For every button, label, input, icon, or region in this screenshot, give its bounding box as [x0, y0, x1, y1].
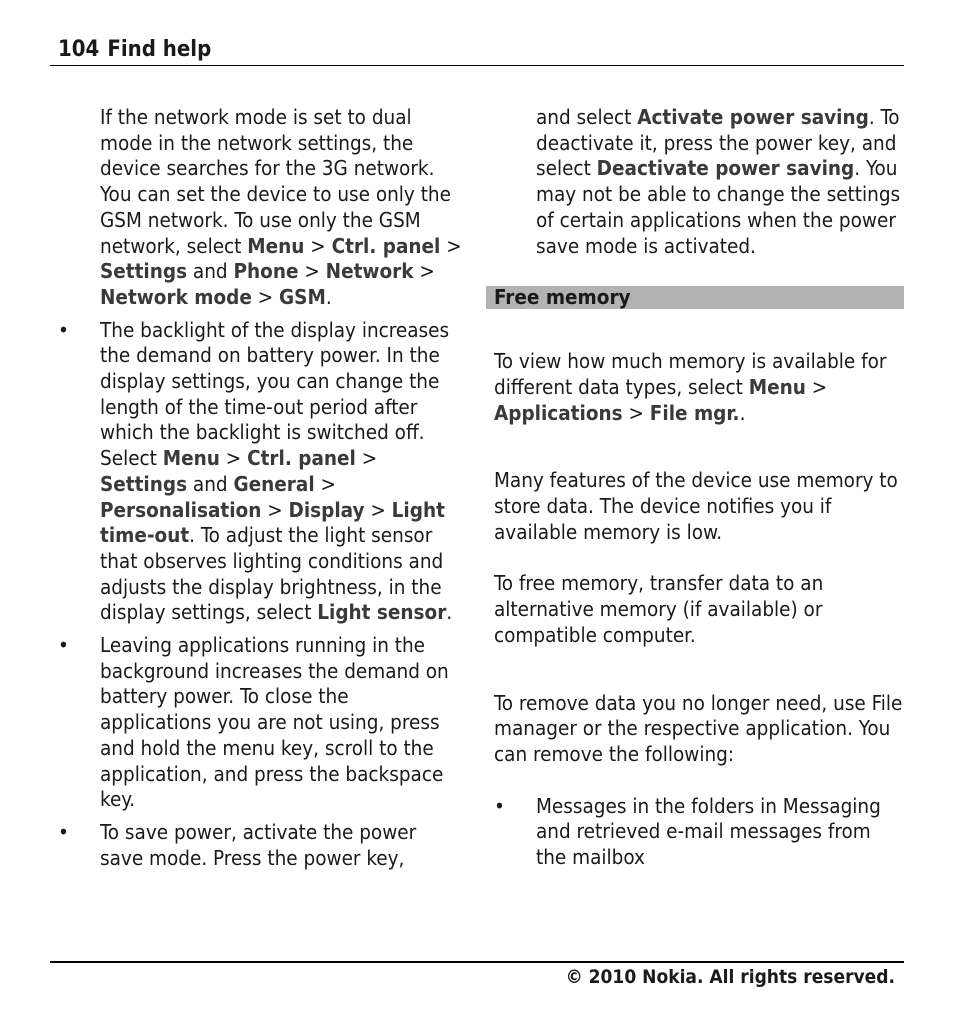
left-column	[50, 105, 465, 871]
backlight-bullet: • The backlight of the display increases the demand on battery power. In the display settings, you can change the length of the time-out period after which the backlight is switched off. Select Menu > Ctrl. panel > Settings and General > Personalisation > Display > Light time-out. To adjust the light sensor that observes lighting conditions and adjusts the display brightness, in the display settings, select Light sensor.	[50, 318, 465, 626]
network-mode-paragraph: If the network mode is set to dual mode in the network settings, the device searches for the 3G network. You can set the device to use only the GSM network. To use only the GSM network, select Menu > Ctrl. panel > Settings and Phone > Network > Network mode > GSM.	[100, 105, 462, 309]
free-memory-paragraph: To free memory, transfer data to an alternative memory (if available) or compatible computer.	[494, 571, 824, 647]
messages-bullet: • Messages in the folders in Messaging and retrieved e-mail messages from the mailbox	[486, 794, 904, 871]
right-column	[486, 105, 904, 871]
remove-data-paragraph: To remove data you no longer need, use File manager or the respective application. You can remove the following:	[494, 690, 903, 766]
memory-features-paragraph: Many features of the device use memory to store data. The device notifies you if available memory is low.	[494, 468, 898, 544]
page-header	[50, 36, 904, 66]
power-save-bullet: • To save power, activate the power save mode. Press the power key,	[50, 820, 465, 871]
view-memory-paragraph: To view how much memory is available for different data types, select Menu > Applications > File mgr..	[494, 349, 887, 425]
copyright-footer: © 2010 Nokia. All rights reserved.	[565, 966, 895, 988]
section-heading-free-memory: Free memory	[486, 286, 904, 309]
chapter-title: Find help	[107, 37, 212, 62]
applications-bullet: • Leaving applications running in the background increases the demand on battery power. To close the applications you are not using, press and hold the menu key, scroll to the application, and press the backspace key.	[50, 633, 465, 813]
power-save-continuation: and select Activate power saving. To deactivate it, press the power key, and select Deactivate power saving. You may not be able to change the settings of certain applications when the power save mode is activated.	[536, 105, 901, 258]
page-number: 104	[58, 37, 100, 62]
